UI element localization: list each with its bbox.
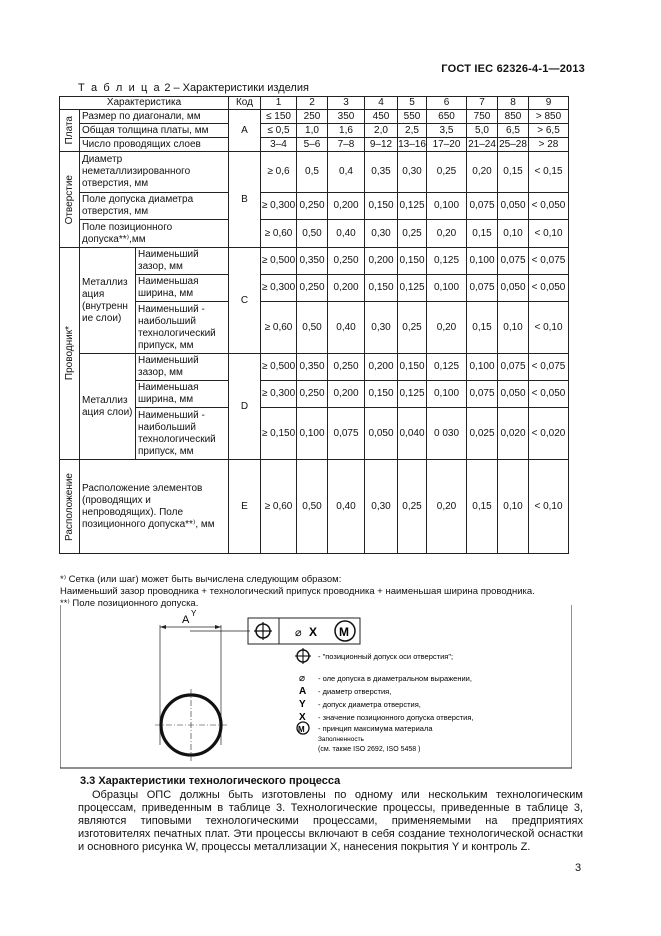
row-label: Размер по диагонали, мм bbox=[80, 110, 229, 124]
note-2: Наименьший зазор проводника + технологический припуск проводника + наименьшая ширина проводника. bbox=[60, 586, 535, 597]
value-cell: < 0,075 bbox=[529, 354, 569, 381]
value-cell: 850 bbox=[498, 110, 529, 124]
value-cell: 0,150 bbox=[365, 275, 398, 302]
value-cell: 350 bbox=[328, 110, 365, 124]
value-cell: ≥ 0,500 bbox=[261, 248, 297, 275]
frame-x: X bbox=[309, 625, 318, 639]
legend-extra-2: (см. также ISO 2692, ISO 5458 ) bbox=[318, 746, 421, 753]
table-row bbox=[60, 152, 569, 193]
value-cell: 0,100 bbox=[467, 354, 498, 381]
value-cell: 0,250 bbox=[297, 275, 328, 302]
value-cell: 0,20 bbox=[467, 152, 498, 193]
conductor-outer-label: Металлиз ация слои) bbox=[80, 354, 136, 460]
legend-sym-2: ⌀ bbox=[299, 673, 306, 684]
header-col-9: 9 bbox=[529, 97, 569, 110]
value-cell: 0,100 bbox=[427, 193, 467, 220]
value-cell: < 0,050 bbox=[529, 381, 569, 408]
value-cell: 0,30 bbox=[365, 302, 398, 354]
value-cell: 0,15 bbox=[467, 302, 498, 354]
value-cell: 450 bbox=[365, 110, 398, 124]
value-cell: 0,20 bbox=[427, 460, 467, 554]
value-cell: 0,40 bbox=[328, 460, 365, 554]
characteristics-table bbox=[59, 96, 569, 554]
table-row bbox=[60, 193, 569, 220]
legend-sym-4: Y bbox=[299, 699, 306, 710]
row-label: Наименьший зазор, мм bbox=[136, 248, 229, 275]
group-placement: Расположение bbox=[60, 460, 80, 554]
row-label: Наименьший - наибольший технологический припуск, мм bbox=[136, 302, 229, 354]
value-cell: 0,150 bbox=[398, 354, 427, 381]
row-label: Диаметр неметаллизированного отверстия, мм bbox=[80, 152, 229, 193]
value-cell: 0,050 bbox=[498, 193, 529, 220]
value-cell: 0,200 bbox=[328, 275, 365, 302]
value-cell: < 0,050 bbox=[529, 193, 569, 220]
table-row bbox=[60, 302, 569, 354]
header-code: Код bbox=[229, 97, 261, 110]
value-cell: ≥ 0,300 bbox=[261, 193, 297, 220]
value-cell: 0,40 bbox=[328, 302, 365, 354]
value-cell: 0,250 bbox=[297, 381, 328, 408]
table-row bbox=[60, 110, 569, 124]
value-cell: 0,30 bbox=[365, 460, 398, 554]
value-cell: ≤ 0,5 bbox=[261, 124, 297, 138]
row-label: Наименьшая ширина, мм bbox=[136, 381, 229, 408]
value-cell: 0,350 bbox=[297, 248, 328, 275]
value-cell: 0,075 bbox=[328, 408, 365, 460]
header-col-6: 6 bbox=[427, 97, 467, 110]
value-cell: ≥ 0,150 bbox=[261, 408, 297, 460]
code-cell: D bbox=[229, 354, 261, 460]
value-cell: ≥ 0,300 bbox=[261, 275, 297, 302]
value-cell: 0,125 bbox=[427, 354, 467, 381]
value-cell: 2,0 bbox=[365, 124, 398, 138]
table-row bbox=[60, 138, 569, 152]
value-cell: > 28 bbox=[529, 138, 569, 152]
value-cell: 6,5 bbox=[498, 124, 529, 138]
value-cell: 3–4 bbox=[261, 138, 297, 152]
legend-text-5: - значение позиционного допуска отверстия, bbox=[318, 713, 474, 722]
value-cell: 0,35 bbox=[365, 152, 398, 193]
legend-text-3: - диаметр отверстия, bbox=[318, 687, 392, 696]
table-caption bbox=[78, 82, 309, 94]
value-cell: < 0,020 bbox=[529, 408, 569, 460]
svg-text:M: M bbox=[339, 625, 349, 639]
value-cell: 0,15 bbox=[498, 152, 529, 193]
value-cell: 0,50 bbox=[297, 302, 328, 354]
value-cell: 13–16 bbox=[398, 138, 426, 150]
table-header-row bbox=[60, 97, 569, 110]
value-cell: 0,150 bbox=[398, 248, 427, 275]
value-cell: 0,100 bbox=[467, 248, 498, 275]
header-col-7: 7 bbox=[467, 97, 498, 110]
row-label: Наименьший - наибольший технологический припуск, мм bbox=[136, 408, 229, 460]
legend-text-1: - "позиционный допуск оси отверстия"; bbox=[318, 652, 454, 661]
value-cell: 0,075 bbox=[467, 193, 498, 220]
code-cell: A bbox=[229, 110, 261, 152]
table-row bbox=[60, 248, 569, 275]
value-cell: 0,20 bbox=[427, 302, 467, 354]
value-cell: ≥ 0,500 bbox=[261, 354, 297, 381]
value-cell: 0,150 bbox=[365, 381, 398, 408]
section-title: 3.3 Характеристики технологического процесса bbox=[80, 775, 341, 787]
value-cell: 2,5 bbox=[398, 124, 427, 138]
value-cell: 0,040 bbox=[398, 408, 427, 460]
table-row bbox=[60, 124, 569, 138]
table-row bbox=[60, 408, 569, 460]
value-cell: 0,075 bbox=[498, 354, 529, 381]
value-cell: 0,125 bbox=[398, 193, 427, 220]
value-cell: 250 bbox=[297, 110, 328, 124]
value-cell: 0,150 bbox=[365, 193, 398, 220]
row-label: Поле позиционного допуска**⁾,мм bbox=[80, 220, 229, 248]
header-characteristic: Характеристика bbox=[60, 97, 229, 110]
section-paragraph bbox=[78, 789, 583, 854]
code-cell: C bbox=[229, 248, 261, 354]
value-cell: 0,25 bbox=[398, 302, 427, 354]
table-row bbox=[60, 460, 569, 554]
conductor-inner-label: Металлиз ация (внутренн ие слои) bbox=[80, 248, 136, 354]
code-cell: E bbox=[229, 460, 261, 554]
row-label: Поле допуска диаметра отверстия, мм bbox=[80, 193, 229, 220]
value-cell: 0,250 bbox=[328, 354, 365, 381]
value-cell: < 0,10 bbox=[529, 220, 569, 248]
value-cell: ≥ 0,60 bbox=[261, 460, 297, 554]
legend-text-2: - оле допуска в диаметральном выражении, bbox=[318, 674, 472, 683]
value-cell: < 0,075 bbox=[529, 248, 569, 275]
value-cell: 0,30 bbox=[398, 152, 427, 193]
header-col-4: 4 bbox=[365, 97, 398, 110]
row-label: Наименьшая ширина, мм bbox=[136, 275, 229, 302]
value-cell: > 850 bbox=[529, 110, 569, 124]
value-cell: 0,125 bbox=[398, 381, 427, 408]
value-cell: 0,125 bbox=[398, 275, 427, 302]
paragraph-text: Образцы ОПС должны быть изготовлены по одному или нескольким технологическим процессам, приведенным в таблице 3. Технологические процессы, приведенные в таблице 3, являются типовыми технологическими процессами, применяемыми на предприятиях изготовителях печатных плат. Эти процессы включают в себя создание технологической оснастки и основного рисунка W, процессы металлизации X, нанесения покрытия Y и контроль Z. bbox=[78, 789, 583, 853]
value-cell: 0,50 bbox=[297, 460, 328, 554]
value-cell: 0,250 bbox=[328, 248, 365, 275]
value-cell: 0,020 bbox=[498, 408, 529, 460]
value-cell: 0,10 bbox=[498, 220, 529, 248]
value-cell: 650 bbox=[427, 110, 467, 124]
legend-text-4: - допуск диаметра отверстия, bbox=[318, 700, 421, 709]
dim-arrow-left bbox=[160, 625, 166, 629]
value-cell: 0,30 bbox=[365, 220, 398, 248]
caption-title: 2 – Характеристики изделия bbox=[164, 82, 309, 94]
legend-sym-6: M bbox=[298, 725, 305, 734]
table-row bbox=[60, 220, 569, 248]
code-cell: B bbox=[229, 152, 261, 248]
header-col-1: 1 bbox=[261, 97, 297, 110]
value-cell: 0,025 bbox=[467, 408, 498, 460]
value-cell: 0,10 bbox=[498, 302, 529, 354]
value-cell: ≥ 0,60 bbox=[261, 302, 297, 354]
value-cell: 550 bbox=[398, 110, 427, 124]
value-cell: 9–12 bbox=[365, 138, 398, 152]
value-cell: < 0,10 bbox=[529, 460, 569, 554]
value-cell: 0,075 bbox=[467, 275, 498, 302]
value-cell: 1,6 bbox=[328, 124, 365, 138]
table-row bbox=[60, 354, 569, 381]
value-cell: 25–28 bbox=[499, 138, 527, 150]
value-cell: < 0,050 bbox=[529, 275, 569, 302]
header-col-2: 2 bbox=[297, 97, 328, 110]
value-cell: 0,10 bbox=[498, 460, 529, 554]
dim-arrow-right bbox=[215, 625, 221, 629]
header-col-5: 5 bbox=[398, 97, 427, 110]
value-cell: 0,200 bbox=[328, 381, 365, 408]
value-cell: 0,40 bbox=[328, 220, 365, 248]
table-row bbox=[60, 275, 569, 302]
value-cell: 0,250 bbox=[297, 193, 328, 220]
dim-sup: Y bbox=[191, 609, 197, 618]
legend-sym-5: X bbox=[299, 712, 306, 723]
diameter-icon: ⌀ bbox=[295, 627, 302, 639]
value-cell: 1,0 bbox=[297, 124, 328, 138]
value-cell: < 0,15 bbox=[529, 152, 569, 193]
value-cell: 0,200 bbox=[365, 354, 398, 381]
value-cell: > 6,5 bbox=[529, 124, 569, 138]
header-col-3: 3 bbox=[328, 97, 365, 110]
value-cell: 0,25 bbox=[427, 152, 467, 193]
row-label: Общая толщина платы, мм bbox=[80, 124, 229, 138]
value-cell: 0,5 bbox=[297, 152, 328, 193]
caption-prefix: Т а б л и ц а bbox=[78, 82, 162, 94]
tolerance-diagram bbox=[60, 605, 572, 770]
value-cell: 0,20 bbox=[427, 220, 467, 248]
value-cell: 0,25 bbox=[398, 460, 427, 554]
value-cell: 0,200 bbox=[365, 248, 398, 275]
legend-text-6: - принцип максимума материала bbox=[318, 724, 433, 733]
value-cell: 0,100 bbox=[297, 408, 328, 460]
value-cell: 0,050 bbox=[498, 381, 529, 408]
group-plate: Плата bbox=[60, 110, 80, 152]
value-cell: ≥ 0,6 bbox=[261, 152, 297, 193]
value-cell: 0,200 bbox=[328, 193, 365, 220]
legend-sym-3: A bbox=[299, 686, 307, 697]
value-cell: 0,050 bbox=[365, 408, 398, 460]
value-cell: 7–8 bbox=[328, 138, 365, 152]
value-cell: 0,50 bbox=[297, 220, 328, 248]
value-cell: 0,25 bbox=[398, 220, 427, 248]
table-row bbox=[60, 381, 569, 408]
group-hole: Отверстие bbox=[60, 152, 80, 248]
legend-extra-1: Заполненность bbox=[318, 736, 364, 743]
legend bbox=[295, 648, 473, 753]
value-cell: 0,100 bbox=[427, 275, 467, 302]
value-cell: 0,075 bbox=[498, 248, 529, 275]
value-cell: < 0,10 bbox=[529, 302, 569, 354]
value-cell: ≤ 150 bbox=[261, 110, 297, 124]
value-cell: 0,15 bbox=[467, 220, 498, 248]
group-conductor: Проводник* bbox=[60, 248, 80, 460]
note-1: *⁾ Сетка (или шаг) может быть вычислена следующим образом: bbox=[60, 574, 342, 585]
value-cell: 21–24 bbox=[468, 138, 496, 150]
note-3: **⁾ Поле позиционного допуска. bbox=[60, 598, 199, 609]
document-header: ГОСТ IEC 62326-4-1—2013 bbox=[441, 63, 585, 75]
value-cell: 0,125 bbox=[427, 248, 467, 275]
value-cell: ≥ 0,60 bbox=[261, 220, 297, 248]
value-cell: 5–6 bbox=[297, 138, 328, 152]
value-cell: 5,0 bbox=[467, 124, 498, 138]
value-cell: 0,15 bbox=[467, 460, 498, 554]
page-number: 3 bbox=[575, 862, 582, 874]
value-cell: 0,100 bbox=[427, 381, 467, 408]
row-label: Расположение элементов (проводящих и непроводящих). Поле позиционного допуска**⁾, мм bbox=[80, 460, 229, 554]
value-cell: 17–20 bbox=[427, 138, 467, 152]
value-cell: 3,5 bbox=[427, 124, 467, 138]
value-cell: 750 bbox=[467, 110, 498, 124]
header-col-8: 8 bbox=[498, 97, 529, 110]
dim-label: A bbox=[182, 614, 190, 626]
value-cell: ≥ 0,300 bbox=[261, 381, 297, 408]
row-label: Наименьший зазор, мм bbox=[136, 354, 229, 381]
value-cell: 0,075 bbox=[467, 381, 498, 408]
value-cell: 0,050 bbox=[498, 275, 529, 302]
value-cell: 0 030 bbox=[427, 408, 467, 460]
row-label: Число проводящих слоев bbox=[80, 138, 229, 152]
value-cell: 0,350 bbox=[297, 354, 328, 381]
value-cell: 0,4 bbox=[328, 152, 365, 193]
